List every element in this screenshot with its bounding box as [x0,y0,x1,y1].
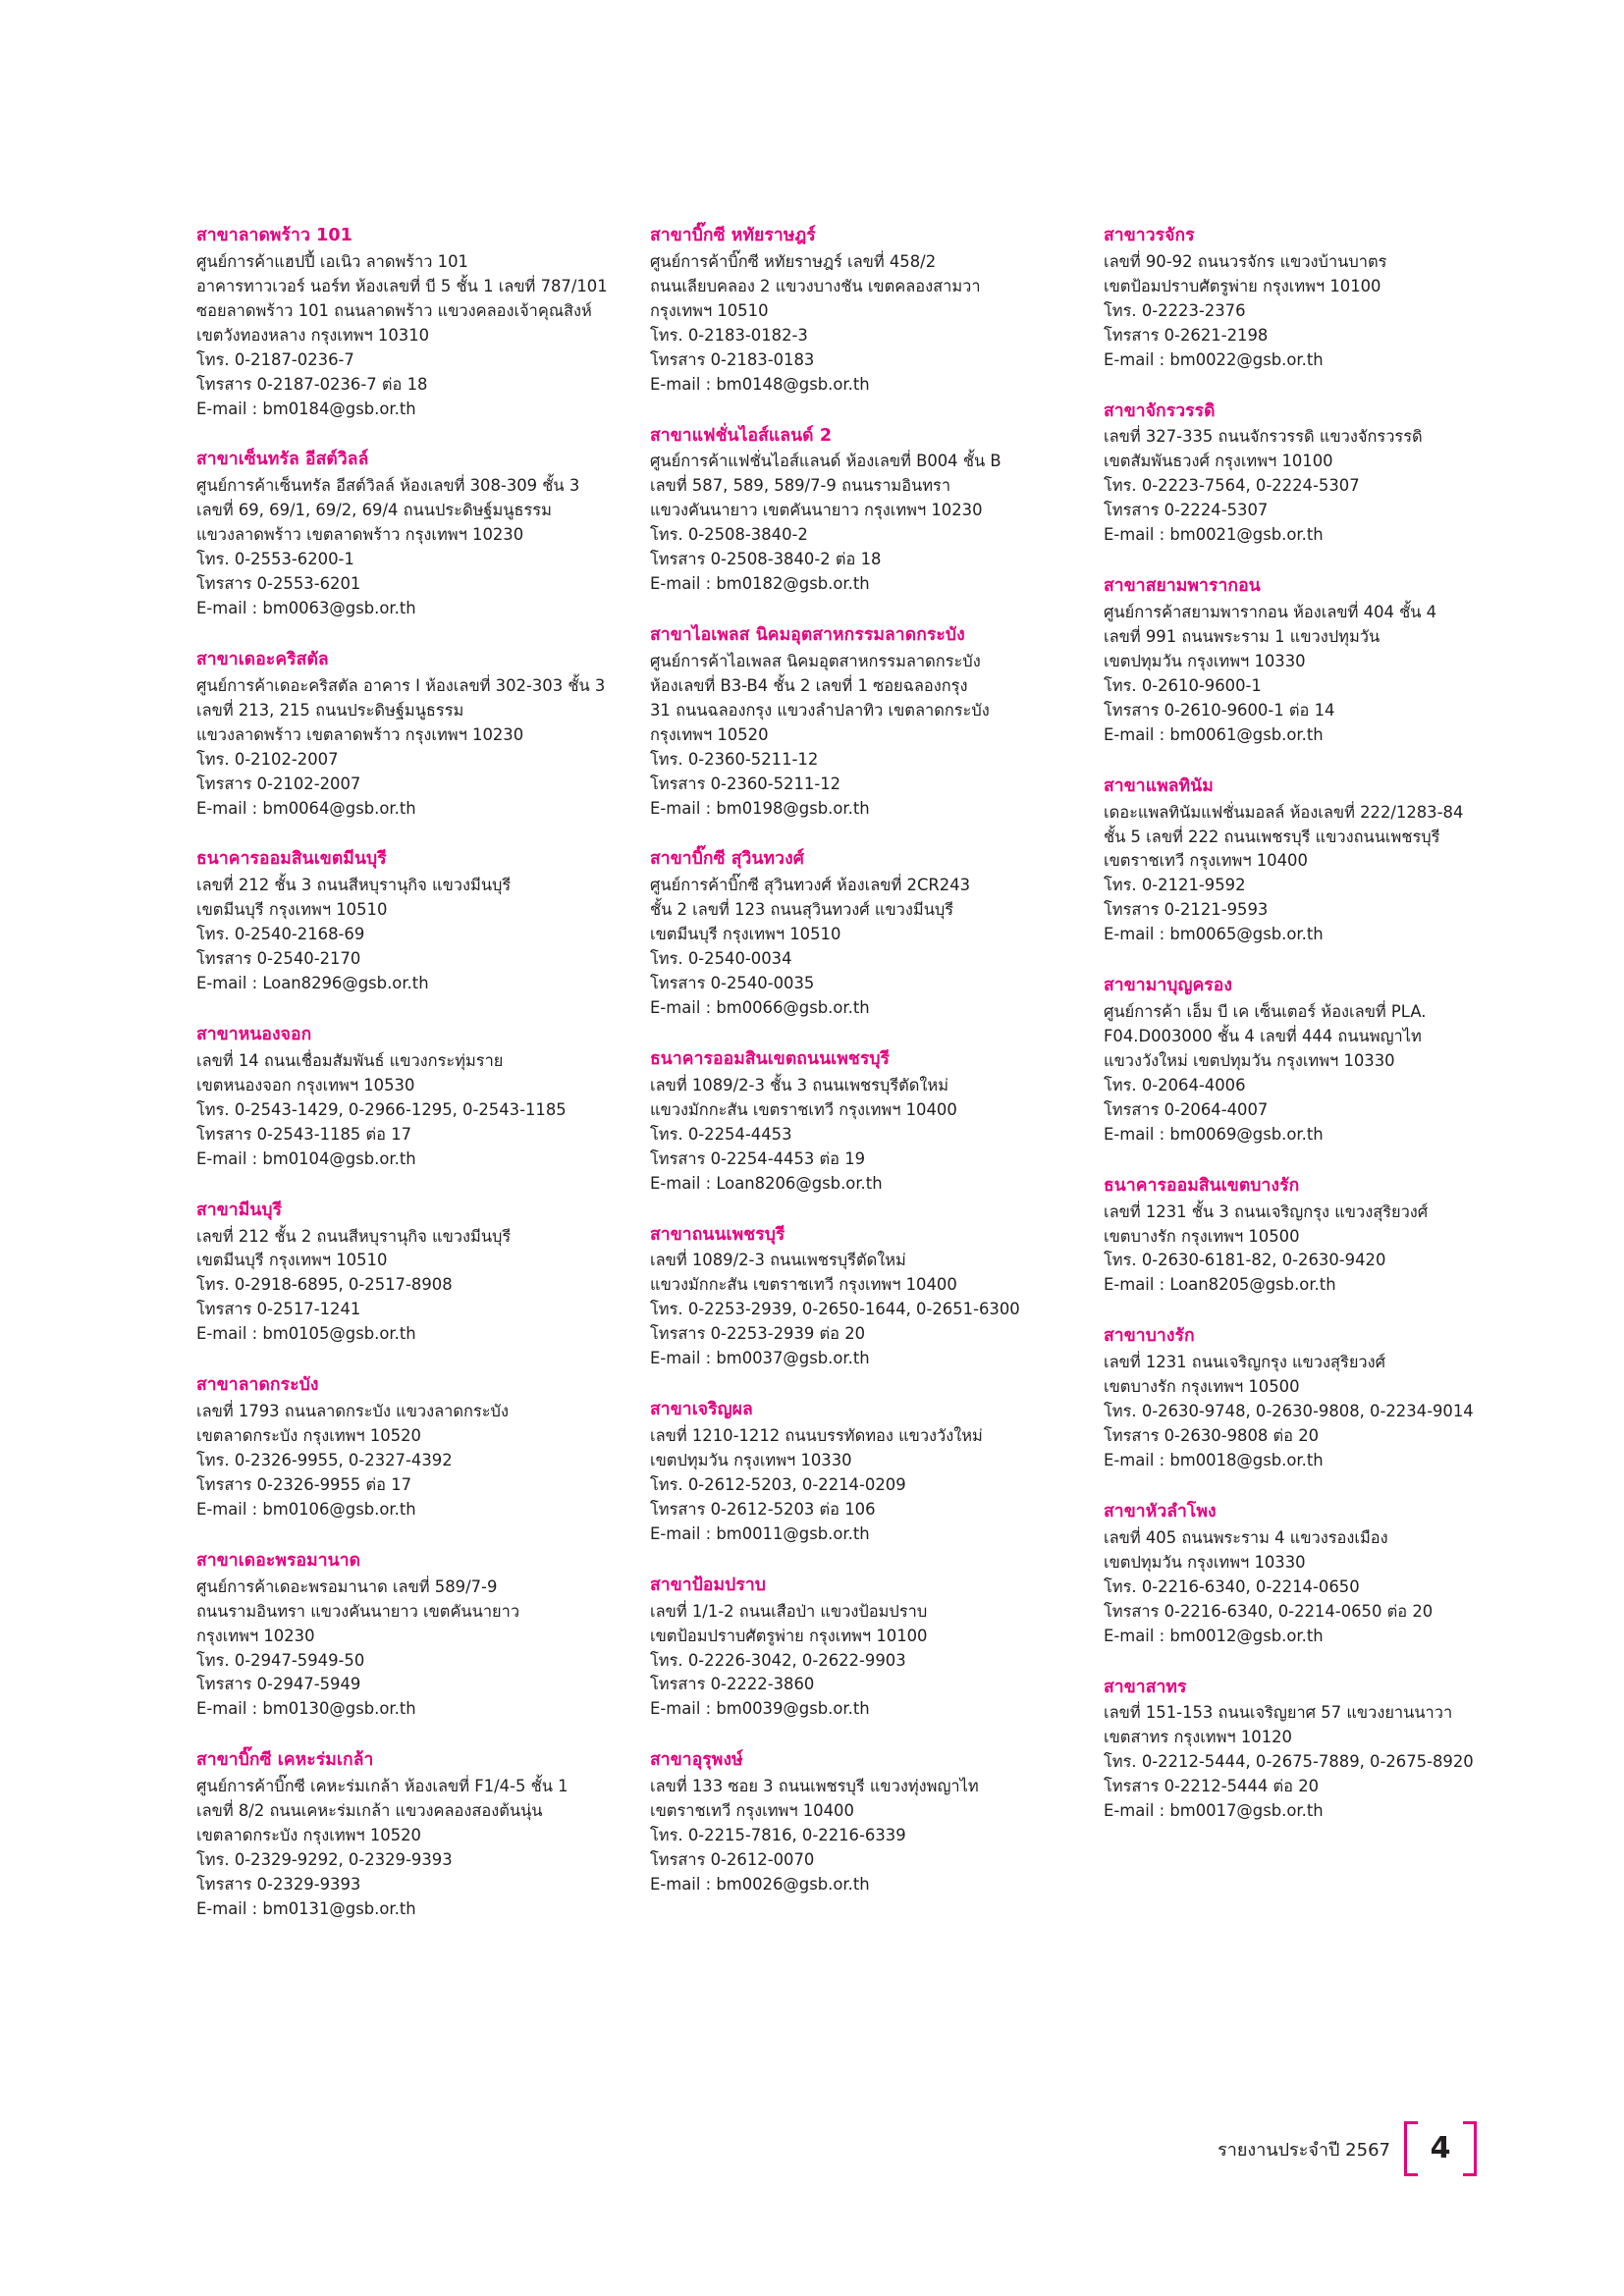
branch-detail-line: เขตบางรัก กรุงเทพฯ 10500 [1104,1377,1300,1397]
branch-email: E-mail : bm0148@gsb.or.th [650,374,870,394]
branch-detail-line: เขตมีนบุรี กรุงเทพฯ 10510 [196,900,388,920]
branch-phone: โทร. 0-2226-3042, 0-2622-9903 [650,1650,906,1670]
branch-name: สาขาแฟชั่นไอส์แลนด์ 2 [650,425,833,446]
branch-fax: โทรสาร 0-2621-2198 [1104,325,1269,345]
branch-fax: โทรสาร 0-2610-9600-1 ต่อ 14 [1104,700,1335,720]
branch-detail-line: เขตหนองจอก กรุงเทพฯ 10530 [196,1075,415,1095]
branch-entry [1104,1324,1530,1473]
branch-detail-line: ศูนย์การค้าแฮปปี้ เอเนิว ลาดพร้าว 101 [196,251,468,271]
branch-detail-line: F04.D003000 ชั้น 4 เลขที่ 444 ถนนพญาไท [1104,1027,1422,1046]
branch-entry [196,1549,623,1723]
branch-fax: โทรสาร 0-2508-3840-2 ต่อ 18 [650,550,882,569]
branch-fax: โทรสาร 0-2326-9955 ต่อ 17 [196,1474,412,1494]
branch-email: E-mail : bm0182@gsb.or.th [650,574,870,594]
branch-fax: โทรสาร 0-2360-5211-12 [650,774,841,793]
branch-fax: โทรสาร 0-2216-6340, 0-2214-0650 ต่อ 20 [1104,1601,1434,1621]
branch-name: สาขาถนนเพชรบุรี [650,1224,785,1245]
branch-fax: โทรสาร 0-2553-6201 [196,574,361,594]
branch-entry [650,847,1076,1021]
branch-detail-line: เขตมีนบุรี กรุงเทพฯ 10510 [650,925,841,944]
branch-email: E-mail : bm0037@gsb.or.th [650,1349,870,1368]
branch-detail-line: กรุงเทพฯ 10520 [650,724,769,744]
branch-detail-line: เลขที่ 1231 ถนนเจริญกรุง แขวงสุริยวงศ์ [1104,1353,1386,1372]
branch-name: สาขาอุรุพงษ์ [650,1750,743,1771]
branch-fax: โทรสาร 0-2543-1185 ต่อ 17 [196,1124,412,1144]
branch-detail-line: เขตมีนบุรี กรุงเทพฯ 10510 [196,1251,388,1270]
branch-fax: โทรสาร 0-2064-4007 [1104,1099,1269,1119]
branch-email: E-mail : bm0065@gsb.or.th [1104,925,1324,944]
branch-detail-line: เขตราชเทวี กรุงเทพฯ 10400 [650,1801,854,1821]
branch-detail-line: เขตวังทองหลาง กรุงเทพฯ 10310 [196,325,430,345]
branch-fax: โทรสาร 0-2517-1241 [196,1300,361,1319]
branch-name: สาขามาบุญครอง [1104,976,1233,996]
branch-fax: โทรสาร 0-2102-2007 [196,774,361,793]
branch-entry [1104,574,1530,748]
branch-email: E-mail : bm0011@gsb.or.th [650,1523,870,1543]
branch-entry [650,1047,1076,1197]
branch-phone: โทร. 0-2212-5444, 0-2675-7889, 0-2675-8920 [1104,1752,1474,1772]
branch-detail-line: เลขที่ 212 ชั้น 2 ถนนสีหบุรานุกิจ แขวงมีนบุรี [196,1226,512,1246]
branch-detail-line: กรุงเทพฯ 10230 [196,1626,315,1645]
branch-detail-line: อาคารทาวเวอร์ นอร์ท ห้องเลขที่ บี 5 ชั้น 1 เลขที่ 787/101 [196,276,608,295]
branch-detail-line: ศูนย์การค้าเซ็นทรัล อีสต์วิลล์ ห้องเลขที่ 308-309 ชั้น 3 [196,476,580,496]
branch-fax: โทรสาร 0-2630-9808 ต่อ 20 [1104,1426,1320,1446]
branch-phone: โทร. 0-2918-6895, 0-2517-8908 [196,1275,453,1295]
branch-entry [650,1223,1076,1372]
branch-detail-line: เขตป้อมปราบศัตรูพ่าย กรุงเทพฯ 10100 [650,1626,928,1645]
branch-detail-line: ศูนย์การค้าบิ๊กซี หทัยราษฎร์ เลขที่ 458/2 [650,251,937,271]
branch-name: สาขามีนบุรี [196,1200,283,1220]
branch-email: E-mail : bm0063@gsb.or.th [196,599,416,618]
branch-entry [196,1748,623,1922]
branch-email: E-mail : bm0198@gsb.or.th [650,798,870,818]
branch-phone: โทร. 0-2360-5211-12 [650,749,819,769]
page-number: 4 [1430,2131,1451,2165]
branch-email: E-mail : bm0105@gsb.or.th [196,1324,416,1344]
branch-entry [1104,774,1530,948]
branch-fax: โทรสาร 0-2612-0070 [650,1850,815,1870]
branch-email: E-mail : bm0064@gsb.or.th [196,798,416,818]
branch-name: สาขาเจริญผล [650,1400,753,1420]
branch-name: สาขาแพลทินัม [1104,775,1214,796]
branch-detail-line: เขตราชเทวี กรุงเทพฯ 10400 [1104,851,1308,871]
branch-detail-line: เขตปทุมวัน กรุงเทพฯ 10330 [1104,1552,1306,1572]
branch-name: สาขาบางรัก [1104,1326,1195,1347]
branch-detail-line: เดอะแพลทินัมแฟชั่นมอลล์ ห้องเลขที่ 222/1283-84 [1104,802,1464,822]
branch-name: สาขาสยามพารากอน [1104,576,1261,597]
branch-detail-line: ถนนรามอินทรา แขวงคันนายาว เขตคันนายาว [196,1601,520,1621]
branch-entry [196,1023,623,1172]
branch-detail-line: ชั้น 5 เลขที่ 222 ถนนเพชรบุรี แขวงถนนเพชรบุรี [1104,827,1440,846]
branch-email: E-mail : bm0021@gsb.or.th [1104,525,1324,545]
branch-detail-line: เลขที่ 212 ชั้น 3 ถนนสีหบุรานุกิจ แขวงมีนบุรี [196,876,512,895]
branch-email: E-mail : bm0022@gsb.or.th [1104,349,1324,369]
branch-detail-line: แขวงมักกะสัน เขตราชเทวี กรุงเทพฯ 10400 [650,1275,957,1295]
branch-detail-line: เลขที่ 405 ถนนพระราม 4 แขวงรองเมือง [1104,1527,1388,1547]
branch-detail-line: เลขที่ 587, 589, 589/7-9 ถนนรามอินทรา [650,476,951,496]
branch-email: E-mail : bm0017@gsb.or.th [1104,1801,1324,1821]
branch-detail-line: เลขที่ 213, 215 ถนนประดิษฐ์มนูธรรม [196,700,464,720]
branch-phone: โทร. 0-2540-0034 [650,949,792,969]
branch-detail-line: เขตปทุมวัน กรุงเทพฯ 10330 [1104,651,1306,670]
branch-detail-line: ศูนย์การค้า เอ็ม บี เค เซ็นเตอร์ ห้องเลขที่ PLA. [1104,1002,1427,1022]
branch-detail-line: เขตสัมพันธวงศ์ กรุงเทพฯ 10100 [1104,452,1333,471]
branch-detail-line: ห้องเลขที่ B3-B4 ชั้น 2 เลขที่ 1 ซอยฉลองกรุง [650,675,968,695]
branch-phone: โทร. 0-2183-0182-3 [650,325,808,345]
branch-detail-line: เลขที่ 151-153 ถนนเจริญยาศ 57 แขวงยานนาวา [1104,1703,1453,1723]
branch-name: สาขาบิ๊กซี หทัยราษฎร์ [650,226,816,245]
branch-detail-line: ซอยลาดพร้าว 101 ถนนลาดพร้าว แขวงคลองเจ้าคุณสิงห์ [196,300,592,320]
branch-detail-line: เขตบางรัก กรุงเทพฯ 10500 [1104,1226,1300,1246]
branch-detail-line: เลขที่ 14 ถนนเชื่อมสัมพันธ์ แขวงกระทุ่มราย [196,1050,504,1070]
branch-fax: โทรสาร 0-2540-0035 [650,974,815,993]
branch-fax: โทรสาร 0-2121-9593 [1104,900,1269,920]
branch-detail-line: เลขที่ 1793 ถนนลาดกระบัง แขวงลาดกระบัง [196,1402,509,1421]
branch-entry [1104,1174,1530,1299]
branch-entry [1104,224,1530,373]
branch-name: สาขาหัวลำโพง [1104,1501,1217,1522]
branch-detail-line: ศูนย์การค้าบิ๊กซี เคหะร่มเกล้า ห้องเลขที่ F1/4-5 ชั้น 1 [196,1777,568,1796]
branch-detail-line: เลขที่ 8/2 ถนนเคหะร่มเกล้า แขวงคลองสองต้นนุ่น [196,1801,543,1821]
branch-email: E-mail : bm0184@gsb.or.th [196,399,416,418]
branch-phone: โทร. 0-2508-3840-2 [650,525,808,545]
branch-email: E-mail : bm0131@gsb.or.th [196,1898,416,1918]
branch-name: สาขาลาดกระบัง [196,1375,319,1396]
branch-email: E-mail : bm0012@gsb.or.th [1104,1626,1324,1645]
branch-phone: โทร. 0-2543-1429, 0-2966-1295, 0-2543-1185 [196,1099,567,1119]
branch-phone: โทร. 0-2215-7816, 0-2216-6339 [650,1826,906,1845]
branch-detail-line: ศูนย์การค้าเดอะคริสตัล อาคาร I ห้องเลขที่ 302-303 ชั้น 3 [196,675,606,695]
branch-phone: โทร. 0-2102-2007 [196,749,339,769]
branch-name: ธนาคารออมสินเขตถนนเพชรบุรี [650,1049,891,1069]
branch-phone: โทร. 0-2610-9600-1 [1104,675,1262,695]
branch-entry [650,1574,1076,1723]
branch-entry [196,847,623,996]
branch-detail-line: ถนนเลียบคลอง 2 แขวงบางชัน เขตคลองสามวา [650,276,981,295]
branch-entry [650,1398,1076,1547]
branch-detail-line: ชั้น 2 เลขที่ 123 ถนนสุวินทวงศ์ แขวงมีนบุรี [650,900,954,920]
branch-phone: โทร. 0-2187-0236-7 [196,349,354,369]
column-3 [1104,224,1530,1824]
branch-entry [1104,974,1530,1148]
branch-entry [1104,1500,1530,1649]
branch-fax: โทรสาร 0-2187-0236-7 ต่อ 18 [196,374,428,394]
branch-detail-line: แขวงมักกะสัน เขตราชเทวี กรุงเทพฯ 10400 [650,1099,957,1119]
branch-name: สาขาเซ็นทรัล อีสต์วิลล์ [196,450,369,470]
branch-name: สาขาวรจักร [1104,226,1195,245]
branch-entry [650,623,1076,821]
branch-email: E-mail : bm0039@gsb.or.th [650,1699,870,1719]
branch-phone: โทร. 0-2947-5949-50 [196,1650,365,1670]
branch-detail-line: แขวงลาดพร้าว เขตลาดพร้าว กรุงเทพฯ 10230 [196,525,524,545]
branch-phone: โทร. 0-2630-6181-82, 0-2630-9420 [1104,1251,1386,1270]
branch-phone: โทร. 0-2254-4453 [650,1124,792,1144]
branch-email: E-mail : Loan8296@gsb.or.th [196,974,429,993]
branch-phone: โทร. 0-2329-9292, 0-2329-9393 [196,1850,453,1870]
branch-phone: โทร. 0-2630-9748, 0-2630-9808, 0-2234-9014 [1104,1402,1474,1421]
branch-entry [196,1199,623,1348]
branch-phone: โทร. 0-2216-6340, 0-2214-0650 [1104,1576,1360,1596]
branch-entry [650,224,1076,398]
branch-phone: โทร. 0-2553-6200-1 [196,550,354,569]
branch-email: E-mail : bm0106@gsb.or.th [196,1499,416,1519]
branch-entry [196,224,623,421]
branch-fax: โทรสาร 0-2540-2170 [196,949,361,969]
branch-email: E-mail : bm0069@gsb.or.th [1104,1124,1324,1144]
branch-entry [650,1748,1076,1897]
branch-entry [650,424,1076,598]
branch-detail-line: เลขที่ 1/1-2 ถนนเสือป่า แขวงป้อมปราบ [650,1601,928,1621]
branch-phone: โทร. 0-2064-4006 [1104,1075,1246,1095]
branch-fax: โทรสาร 0-2329-9393 [196,1874,361,1894]
branch-email: E-mail : Loan8206@gsb.or.th [650,1173,883,1193]
branch-detail-line: เขตลาดกระบัง กรุงเทพฯ 10520 [196,1426,421,1446]
branch-email: E-mail : bm0104@gsb.or.th [196,1148,416,1168]
branch-fax: โทรสาร 0-2183-0183 [650,349,815,369]
branch-detail-line: เขตปทุมวัน กรุงเทพฯ 10330 [650,1450,852,1469]
branch-detail-line: เขตป้อมปราบศัตรูพ่าย กรุงเทพฯ 10100 [1104,276,1381,295]
branch-detail-line: ศูนย์การค้าไอเพลส นิคมอุตสาหกรรมลาดกระบัง [650,651,981,670]
branch-phone: โทร. 0-2223-7564, 0-2224-5307 [1104,476,1360,496]
branch-detail-line: แขวงวังใหม่ เขตปทุมวัน กรุงเทพฯ 10330 [1104,1050,1395,1070]
branch-name: ธนาคารออมสินเขตมีนบุรี [196,849,387,870]
branch-detail-line: เลขที่ 133 ซอย 3 ถนนเพชรบุรี แขวงทุ่งพญาไท [650,1777,979,1796]
branch-entry [1104,400,1530,549]
branch-phone: โทร. 0-2326-9955, 0-2327-4392 [196,1450,453,1469]
branch-name: สาขาจักรวรรดิ [1104,400,1216,421]
branch-name: สาขาเดอะพรอมานาด [196,1550,361,1571]
branch-entry [196,448,623,621]
branch-entry [1104,1676,1530,1825]
branch-entry [196,648,623,822]
branch-email: E-mail : bm0061@gsb.or.th [1104,724,1324,744]
branch-entry [196,1373,623,1522]
branch-fax: โทรสาร 0-2254-4453 ต่อ 19 [650,1148,866,1168]
branch-detail-line: เลขที่ 1089/2-3 ชั้น 3 ถนนเพชรบุรีตัดใหม่ [650,1075,949,1095]
branch-name: ธนาคารออมสินเขตบางรัก [1104,1175,1300,1196]
branch-email: E-mail : bm0066@gsb.or.th [650,998,870,1018]
branch-email: E-mail : bm0026@gsb.or.th [650,1874,870,1894]
branch-detail-line: เลขที่ 1231 ชั้น 3 ถนนเจริญกรุง แขวงสุริยวงศ์ [1104,1201,1429,1221]
branch-fax: โทรสาร 0-2212-5444 ต่อ 20 [1104,1777,1320,1796]
branch-phone: โทร. 0-2612-5203, 0-2214-0209 [650,1474,906,1494]
branch-detail-line: 31 ถนนฉลองกรุง แขวงลำปลาทิว เขตลาดกระบัง [650,700,990,720]
branch-fax: โทรสาร 0-2224-5307 [1104,501,1269,520]
column-1 [196,224,623,1922]
branch-fax: โทรสาร 0-2612-5203 ต่อ 106 [650,1499,876,1519]
branch-name: สาขาสาทร [1104,1677,1187,1697]
branch-phone: โทร. 0-2121-9592 [1104,876,1246,895]
branch-email: E-mail : Loan8205@gsb.or.th [1104,1275,1336,1295]
bracket-right-icon [1463,2121,1477,2176]
branch-name: สาขาเดอะคริสตัล [196,649,329,669]
branch-detail-line: ศูนย์การค้าแฟชั่นไอส์แลนด์ ห้องเลขที่ B004 ชั้น B [650,452,1001,471]
branch-detail-line: เลขที่ 1210-1212 ถนนบรรทัดทอง แขวงวังใหม่ [650,1426,983,1446]
branch-name: สาขาบิ๊กซี เคหะร่มเกล้า [196,1750,374,1771]
branch-detail-line: กรุงเทพฯ 10510 [650,300,769,320]
branch-detail-line: เลขที่ 69, 69/1, 69/2, 69/4 ถนนประดิษฐ์มนูธรรม [196,501,552,520]
branch-name: สาขาบิ๊กซี สุวินทวงศ์ [650,849,804,870]
branch-detail-line: เลขที่ 90-92 ถนนวรจักร แขวงบ้านบาตร [1104,251,1387,271]
footer-report-title: รายงานประจำปี 2567 [1218,2139,1390,2161]
branch-name: สาขาป้อมปราบ [650,1575,766,1595]
branch-fax: โทรสาร 0-2253-2939 ต่อ 20 [650,1324,866,1344]
page-number-box [1404,2121,1477,2176]
branch-name: สาขาหนองจอก [196,1025,312,1045]
branch-email: E-mail : bm0130@gsb.or.th [196,1699,416,1719]
branch-detail-line: เขตสาทร กรุงเทพฯ 10120 [1104,1728,1292,1747]
branch-detail-line: เขตลาดกระบัง กรุงเทพฯ 10520 [196,1826,421,1845]
branch-phone: โทร. 0-2223-2376 [1104,300,1246,320]
page-footer [1218,2121,1477,2176]
branch-detail-line: ศูนย์การค้าเดอะพรอมานาด เลขที่ 589/7-9 [196,1576,498,1596]
branch-detail-line: เลขที่ 1089/2-3 ถนนเพชรบุรีตัดใหม่ [650,1251,906,1270]
branch-email: E-mail : bm0018@gsb.or.th [1104,1450,1324,1469]
column-2 [650,224,1076,1897]
branch-detail-line: แขวงลาดพร้าว เขตลาดพร้าว กรุงเทพฯ 10230 [196,724,524,744]
branch-detail-line: เลขที่ 991 ถนนพระราม 1 แขวงปทุมวัน [1104,626,1380,646]
branch-phone: โทร. 0-2253-2939, 0-2650-1644, 0-2651-6300 [650,1300,1020,1319]
branch-name: สาขาไอเพลส นิคมอุตสาหกรรมลาดกระบัง [650,625,965,646]
branch-detail-line: ศูนย์การค้าบิ๊กซี สุวินทวงศ์ ห้องเลขที่ 2CR243 [650,876,971,895]
branch-fax: โทรสาร 0-2947-5949 [196,1675,361,1694]
branch-fax: โทรสาร 0-2222-3860 [650,1675,815,1694]
branch-detail-line: แขวงคันนายาว เขตคันนายาว กรุงเทพฯ 10230 [650,501,983,520]
branch-directory-columns [196,224,1477,1922]
bracket-left-icon [1404,2121,1418,2176]
branch-name: สาขาลาดพร้าว 101 [196,226,352,245]
branch-detail-line: ศูนย์การค้าสยามพารากอน ห้องเลขที่ 404 ชั้น 4 [1104,603,1437,622]
branch-detail-line: เลขที่ 327-335 ถนนจักรวรรดิ แขวงจักรวรรดิ [1104,427,1423,447]
branch-phone: โทร. 0-2540-2168-69 [196,925,365,944]
